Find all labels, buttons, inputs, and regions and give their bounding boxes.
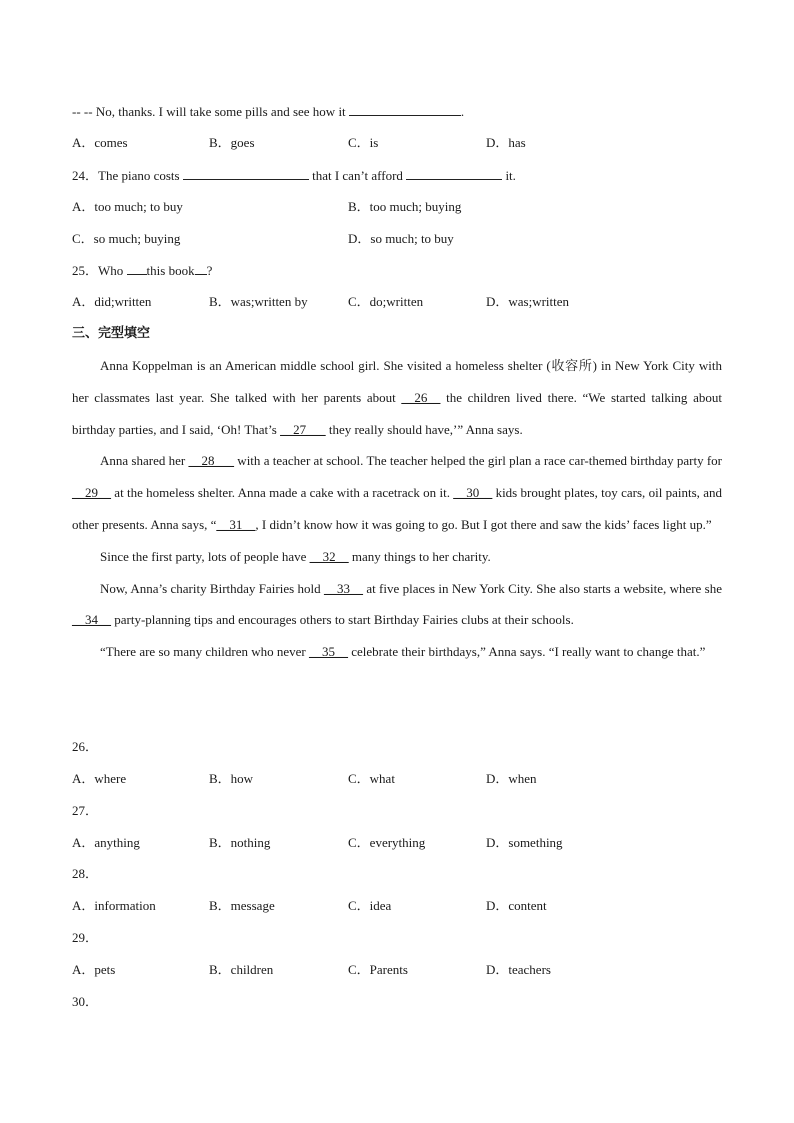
q29-option-d[interactable]: D．teachers [486, 962, 551, 977]
q23-option-d[interactable]: D．has [486, 135, 526, 150]
q23-blank [349, 103, 461, 116]
passage-paragraph-4: Now, Anna’s charity Birthday Fairies hold __33__ at five places in New York City. She also starts a website, where she __34__ party-planning tips and encourages others to start Birthday Fairies clubs at their schools. [72, 580, 723, 628]
q24-blank-1 [183, 167, 309, 180]
q28-number: 28． [72, 866, 99, 881]
q25-blank-2 [195, 262, 207, 275]
q25-mid: this book [146, 263, 195, 278]
q24-option-a[interactable]: A．too much; to buy [72, 199, 183, 214]
q27-option-d[interactable]: D．something [486, 835, 563, 850]
q23-option-a[interactable]: A．comes [72, 135, 128, 150]
q28-option-a[interactable]: A．information [72, 898, 156, 913]
q28-option-c[interactable]: C．idea [348, 898, 392, 913]
blank-35: __35__ [309, 644, 348, 660]
q25-text: 25．Who [72, 263, 124, 278]
blank-26: __26__ [401, 389, 441, 405]
q23-text: -- -- No, thanks. I will take some pills and see how it [72, 104, 346, 119]
q26-number: 26． [72, 739, 99, 754]
q28-option-d[interactable]: D．content [486, 898, 547, 913]
q30-number: 30． [72, 994, 99, 1009]
blank-27: __27___ [280, 421, 326, 437]
q24-blank-2 [406, 167, 502, 180]
blank-28: __28___ [188, 453, 235, 469]
q27-option-b[interactable]: B．nothing [209, 835, 271, 850]
q24-option-c[interactable]: C．so much; buying [72, 231, 181, 246]
passage-paragraph-1: Anna Koppelman is an American middle school girl. She visited a homeless shelter (收容所) in New York City with her classmates last year. She talked with her parents about __26__ the children lived there. “We started talking about birthday parties, and I said, ‘Oh! That’s __27___ they really should have,’” Anna says. [72, 358, 722, 437]
q27-option-c[interactable]: C．everything [348, 835, 426, 850]
blank-33: __33__ [323, 580, 363, 596]
q29-option-a[interactable]: A．pets [72, 962, 116, 977]
q29-number: 29． [72, 930, 99, 945]
q24-text: 24．The piano costs [72, 168, 180, 183]
q29-option-b[interactable]: B．children [209, 962, 274, 977]
q23-option-b[interactable]: B．goes [209, 135, 255, 150]
q24-end: it. [505, 168, 516, 183]
q25-option-c[interactable]: C．do;written [348, 294, 424, 309]
q23-end: . [460, 104, 465, 119]
q26-option-c[interactable]: C．what [348, 771, 395, 786]
blank-34: __34__ [72, 612, 111, 628]
q25-option-b[interactable]: B．was;written by [209, 294, 308, 309]
q25-end: ? [206, 263, 213, 278]
q25-option-d[interactable]: D．was;written [486, 294, 570, 309]
q28-option-b[interactable]: B．message [209, 898, 275, 913]
q26-option-a[interactable]: A．where [72, 771, 127, 786]
q25-option-a[interactable]: A．did;written [72, 294, 152, 309]
q24-option-b[interactable]: B．too much; buying [348, 199, 462, 214]
blank-31: __31__ [216, 516, 256, 532]
q27-number: 27． [72, 803, 99, 818]
q27-option-a[interactable]: A．anything [72, 835, 140, 850]
blank-32: __32__ [309, 548, 349, 564]
cloze-passage [72, 350, 722, 668]
passage-paragraph-2: Anna shared her __28___ with a teacher at school. The teacher helped the girl plan a race car-themed birthday party for __29__ at the homeless shelter. Anna made a cake with a racetrack on it. __30__ kids brought plates, toy cars, oil paints, and other presents. Anna says, “__31__, I didn’t know how it was going to go. But I got there and saw the kids’ faces light up.” [72, 453, 723, 532]
q23-line [72, 103, 464, 120]
q29-option-c[interactable]: C．Parents [348, 962, 408, 977]
blank-29: __29__ [72, 485, 111, 501]
section-heading: 三、完型填空 [72, 326, 151, 341]
q24-option-d[interactable]: D．so much; to buy [348, 231, 454, 246]
blank-30: __30__ [453, 485, 493, 501]
passage-paragraph-3: Since the first party, lots of people have __32__ many things to her charity. [100, 548, 491, 564]
q25-blank-1 [127, 262, 147, 275]
q23-option-c[interactable]: C．is [348, 135, 379, 150]
q26-option-b[interactable]: B．how [209, 771, 254, 786]
q24-mid: that I can’t afford [312, 168, 403, 183]
q25-line [72, 262, 212, 279]
passage-paragraph-5: “There are so many children who never __35__ celebrate their birthdays,” Anna says. “I really want to change that.” [100, 644, 706, 660]
q24-line [72, 167, 516, 184]
q26-option-d[interactable]: D．when [486, 771, 537, 786]
